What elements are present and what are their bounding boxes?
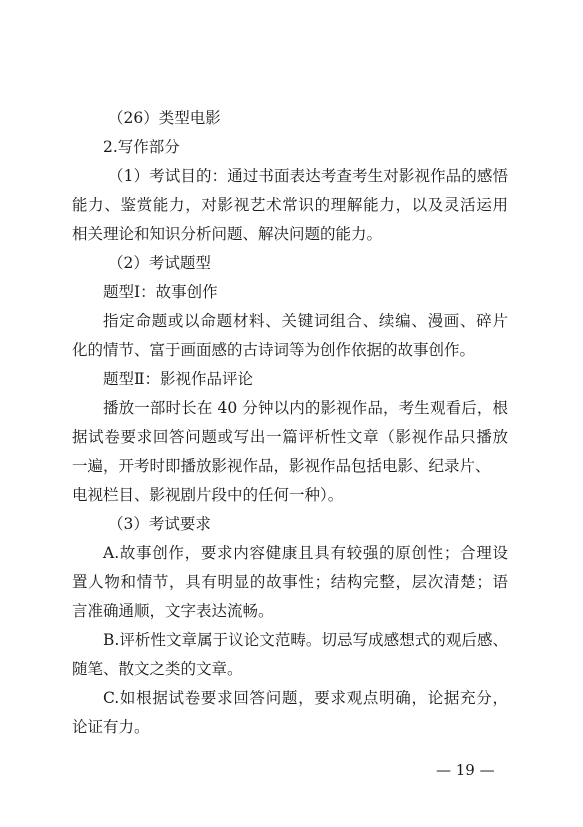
subsection-heading: （2）考试题型 xyxy=(108,254,211,272)
text-line: 题型Ⅱ：影视作品评论 xyxy=(103,370,254,388)
text-line: 据试卷要求回答问题或写出一篇评析性文章（影视作品只播放 xyxy=(72,428,508,446)
text-line: 电视栏目、影视剧片段中的任何一种）。 xyxy=(72,486,344,504)
text-line: 言准确通顺，文字表达流畅。 xyxy=(72,602,274,620)
subsection-heading: （3）考试要求 xyxy=(108,515,211,533)
text-line: 播放一部时长在 40 分钟以内的影视作品，考生观看后，根 xyxy=(103,399,508,417)
page-number: — 19 — xyxy=(436,761,495,779)
text-line: （26）类型电影 xyxy=(108,109,221,127)
text-line: C.如根据试卷要求回答问题，要求观点明确，论据充分， xyxy=(103,689,508,707)
text-line: B.评析性文章属于议论文范畴。切忌写成感想式的观后感、 xyxy=(103,631,508,649)
text-line: 化的情节、富于画面感的古诗词等为创作依据的故事创作。 xyxy=(72,341,476,359)
text-line: 论证有力。 xyxy=(72,718,150,736)
text-line: 置人物和情节，具有明显的故事性；结构完整，层次清楚；语 xyxy=(72,573,508,591)
text-line: 相关理论和知识分析问题、解决问题的能力。 xyxy=(72,225,383,243)
text-line: 题型Ⅰ：故事创作 xyxy=(103,283,218,301)
section-heading: 2.写作部分 xyxy=(103,138,180,156)
text-line: 随笔、散文之类的文章。 xyxy=(72,660,243,678)
text-line: 一遍，开考时即播放影视作品，影视作品包括电影、纪录片、 xyxy=(72,457,491,475)
text-line: 能力、鉴赏能力，对影视艺术常识的理解能力，以及灵活运用 xyxy=(72,196,508,214)
text-line: （1）考试目的：通过书面表达考查考生对影视作品的感悟 xyxy=(108,167,508,185)
text-line: 指定命题或以命题材料、关键词组合、续编、漫画、碎片 xyxy=(103,312,508,330)
text-line: A.故事创作，要求内容健康且具有较强的原创性；合理设 xyxy=(103,544,508,562)
